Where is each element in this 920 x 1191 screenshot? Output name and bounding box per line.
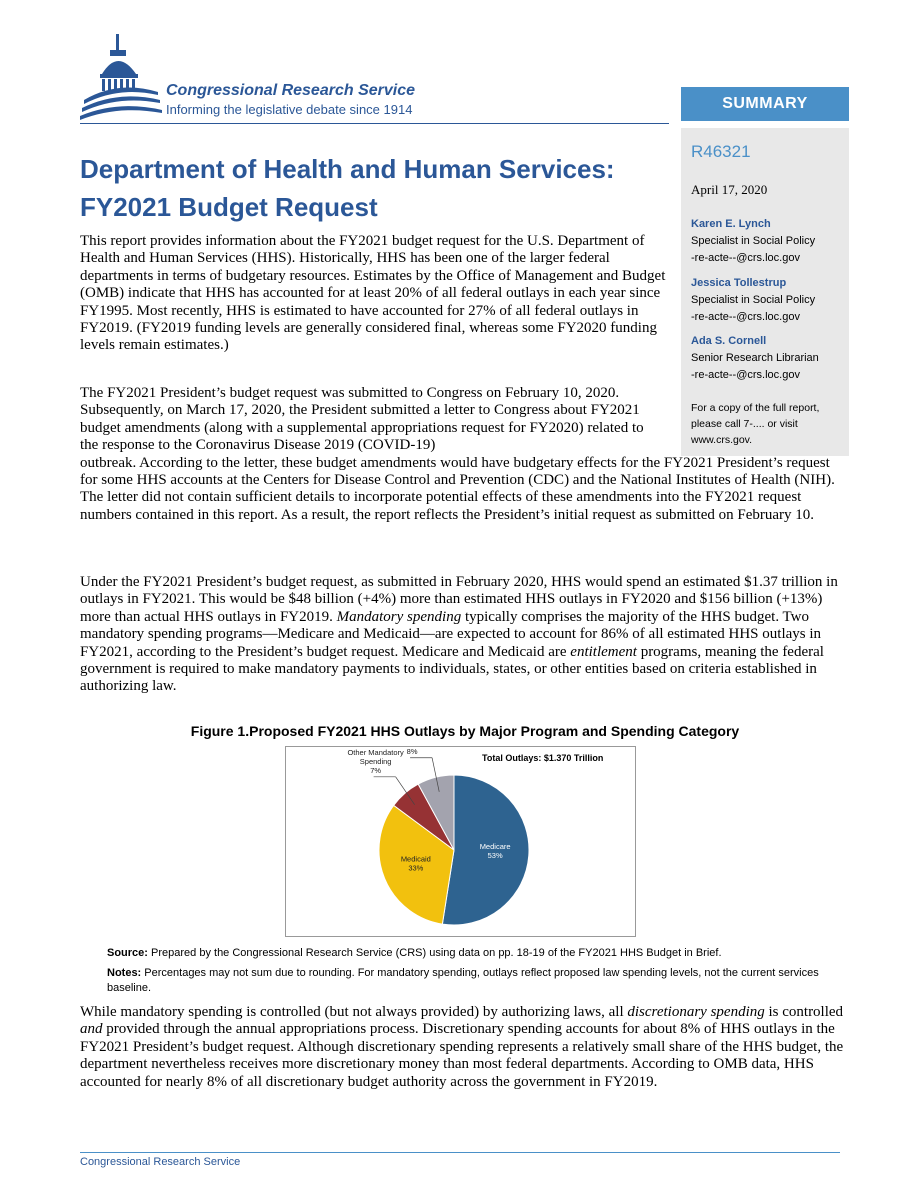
paragraph-text: provided through the annual appropriations process. Discretionary spending accounts for about 8% of HHS outlays in the FY2021 President’s budget request. Although discretionary spending represents a relatively small share of the HHS budget, the department nevertheless receives more discretionary money than most federal departments. According to OMB data, HHS accounted for nearly 8% of all discretionary budget authority across the government in FY2019. — [80, 1021, 844, 1090]
slice-value-medicaid: 33% — [408, 863, 424, 873]
pie-chart-figure — [285, 746, 636, 937]
author-block — [691, 275, 815, 326]
notes-label: Notes: — [107, 967, 142, 979]
slice-value-other-mandatory-spending: 7% — [370, 765, 382, 775]
slice-label-other-mandatory-spending: Spending — [359, 756, 392, 766]
term-mandatory-spending: Mandatory spending — [336, 608, 462, 625]
author-email: -re-acte--@crs.loc.gov — [691, 252, 800, 264]
title-line-2: FY2021 Budget Request — [80, 192, 378, 222]
author-email: -re-acte--@crs.loc.gov — [691, 369, 800, 381]
source-text: Prepared by the Congressional Research Service (CRS) using data on pp. 18-19 of the FY2021 HHS Budget in Brief. — [147, 947, 722, 959]
author-name: Jessica Tollestrup — [691, 277, 787, 289]
slice-label-medicaid: Medicaid — [400, 854, 431, 864]
paragraph-text: typically comprises the majority of the HHS budget. Two mandatory spending programs—Medicare and Medicaid—are expected to account for 86% of all estimated HHS outlays in FY2021, according to the President’s budget request. Medicare and Medicaid are — [80, 608, 822, 660]
author-block — [691, 333, 819, 384]
report-date: April 17, 2020 — [691, 182, 768, 197]
author-title: Specialist in Social Policy — [691, 294, 816, 306]
term-entitlement: entitlement — [570, 643, 637, 660]
author-title: Specialist in Social Policy — [691, 235, 816, 247]
paragraph-text: Under the FY2021 President’s budget request, as submitted in February 2020, HHS would spend an estimated $1.37 trillion in outlays in FY2021. This would be $48 billion (+4%) more than estimated HHS outlays in FY2020 and $156 billion (+13%) more than actual HHS outlays in FY2019. — [80, 574, 838, 625]
org-name: Congressional Research Service — [166, 82, 416, 99]
paragraph-budget-amendments — [80, 385, 850, 524]
term-discretionary-spending: discretionary spending — [627, 1004, 765, 1020]
paragraph-outlays — [80, 574, 850, 696]
paragraph-text: The FY2021 President’s budget request was submitted to Congress on February 10, 2020. Subsequently, on March 17, 2020, the President submitted a letter to Congress about FY2021 budget amendments (along with a supplemental appropriations request for FY2020) related to the response to the Coronavirus Disease 2019 (COVID-19) — [80, 385, 644, 454]
slice-label-medicare: Medicare — [479, 842, 511, 852]
paragraph-intro: This report provides information about the FY2021 budget request for the U.S. Department of Health and Human Services (HHS). Historically, HHS has been one of the larger federal departments in terms of budgetary resources. Estimates by the Office of Management and Budget (OMB) indicate that HHS has accounted for at least 20% of all federal outlays in each year since FY1995. Most recently, HHS is estimated to have accounted for 27% of all federal outlays in FY2019. (FY2019 funding levels are generally considered final, whereas some FY2020 funding levels remain estimates.) — [80, 233, 666, 354]
term-and: and — [80, 1021, 103, 1038]
report-id: R46321 — [691, 142, 751, 161]
summary-heading: SUMMARY — [681, 87, 849, 121]
pie-chart — [286, 747, 635, 936]
author-name: Karen E. Lynch — [691, 218, 771, 230]
footer-divider — [80, 1152, 840, 1153]
paragraph-text: While mandatory spending is controlled (but not always provided) by authorizing laws, all — [80, 1004, 628, 1020]
paragraph-text: outbreak. According to the letter, these budget amendments would have budgetary effects for the FY2021 President’s request for some HHS accounts at the Centers for Disease Control and Prevention (CDC) and the National Institutes of Health (NIH). The letter did not contain sufficient details to incorporate potential effects of these amendments into the FY2021 request numbers contained in this report. As a result, the report reflects the President’s initial request as submitted on February 10. — [80, 454, 835, 523]
footer-text: Congressional Research Service — [80, 1156, 241, 1168]
slice-label-other-mandatory-spending: Other Mandatory — [347, 747, 404, 757]
page-title — [80, 150, 660, 226]
org-tagline: Informing the legislative debate since 1914 — [166, 102, 413, 117]
slice-value-discretionary-spending: 8% — [406, 747, 418, 756]
author-email: -re-acte--@crs.loc.gov — [691, 311, 800, 323]
paragraph-text: is controlled — [764, 1004, 844, 1020]
notes-text: Percentages may not sum due to rounding. For mandatory spending, outlays reflect proposed law spending levels, not the current services baseline. — [107, 967, 819, 994]
copy-note: For a copy of the full report, please call 7-.... or visit www.crs.gov. — [691, 402, 820, 446]
chart-title: Total Outlays: $1.370 Trillion — [482, 753, 604, 763]
header-divider — [80, 123, 669, 124]
paragraph-text: programs, meaning the federal government is required to make mandatory payments to individuals, states, or other entities based on criteria established in authorizing law. — [80, 643, 824, 695]
paragraph-discretionary — [80, 1004, 850, 1091]
source-label: Source: — [107, 947, 148, 959]
author-block — [691, 216, 815, 267]
figure-source — [107, 946, 847, 961]
author-name: Ada S. Cornell — [691, 335, 767, 347]
figure-caption: Figure 1.Proposed FY2021 HHS Outlays by Major Program and Spending Category — [190, 723, 740, 739]
title-line-1: Department of Health and Human Services: — [80, 154, 615, 184]
capitol-dome-icon — [80, 34, 162, 124]
crs-logo — [80, 34, 680, 126]
slice-value-medicare: 53% — [487, 851, 503, 861]
figure-notes — [107, 966, 847, 996]
author-title: Senior Research Librarian — [691, 352, 819, 364]
